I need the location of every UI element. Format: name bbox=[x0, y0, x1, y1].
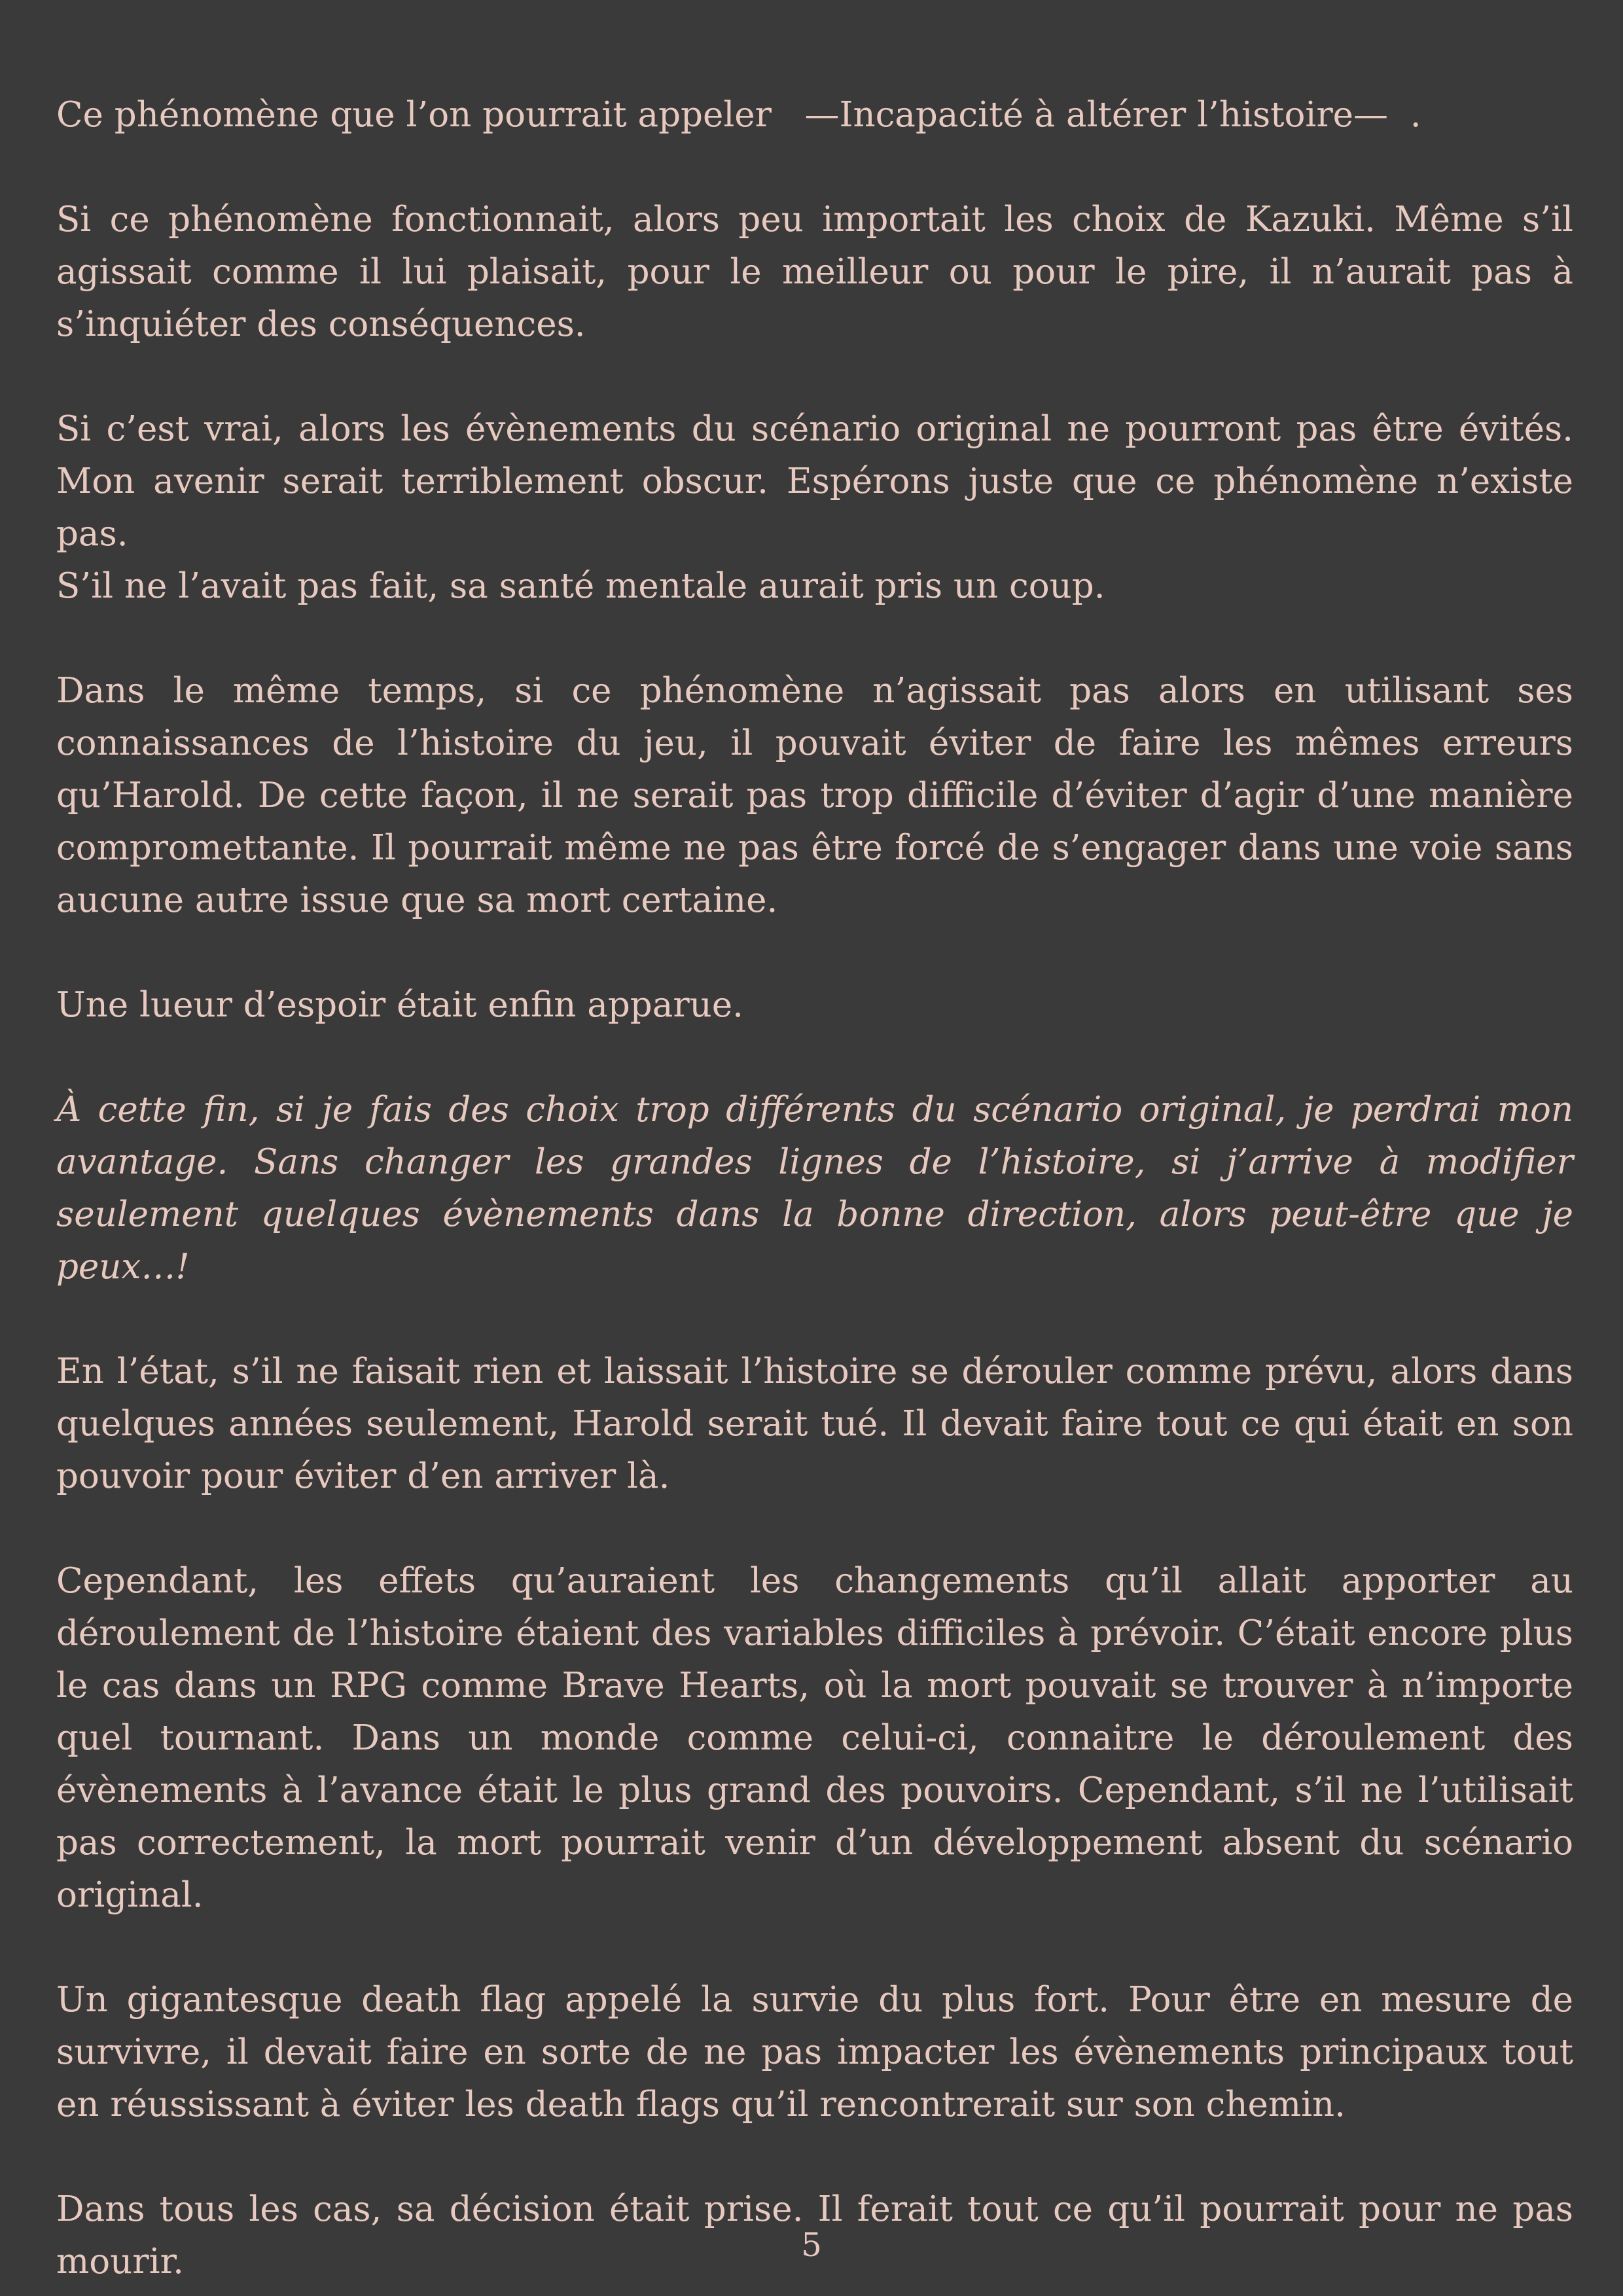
paragraph-9: Un gigantesque death flag appelé la survie du plus fort. Pour être en mesure de survivre, il devait faire en sorte de ne pas impacter les évènements principaux tout en réussissant à éviter les death flags qu’il rencontrerait sur son chemin. bbox=[56, 1980, 1573, 2125]
paragraph-2: Si ce phénomène fonctionnait, alors peu importait les choix de Kazuki. Même s’il agissait comme il lui plaisait, pour le meilleur ou pour le pire, il n’aurait pas à s’inquiéter des conséquences. bbox=[56, 200, 1573, 344]
paragraph-10: Dans tous les cas, sa décision était prise. Il ferait tout ce qu’il pourrait pour ne pas mourir. bbox=[56, 2189, 1573, 2282]
paragraph-3-thought: Si c’est vrai, alors les évènements du scénario original ne pourront pas être évités. Mon avenir serait terriblement obscur. Espérons juste que ce phénomène n’existe pas. bbox=[56, 409, 1573, 554]
paragraph-6-italic-thought: À cette fin, si je fais des choix trop différents du scénario original, je perdrai mon avantage. Sans changer les grandes lignes de l’histoire, si j’arrive à modifier seulement quelques évènements dans la bonne direction, alors peut-être que je peux…! bbox=[56, 1090, 1573, 1287]
paragraph-4: Dans le même temps, si ce phénomène n’agissait pas alors en utilisant ses connaissances de l’histoire du jeu, il pouvait éviter de faire les mêmes erreurs qu’Harold. De cette façon, il ne serait pas trop difficile d’éviter d’agir d’une manière compromettante. Il pourrait même ne pas être forcé de s’engager dans une voie sans aucune autre issue que sa mort certaine. bbox=[56, 671, 1573, 920]
paragraph-7: En l’état, s’il ne faisait rien et laissait l’histoire se dérouler comme prévu, alors dans quelques années seulement, Harold serait tué. Il devait faire tout ce qui était en son pouvoir pour éviter d’en arriver là. bbox=[56, 1352, 1573, 1496]
paragraph-3 bbox=[56, 403, 1573, 613]
page-number: 5 bbox=[801, 2226, 822, 2264]
paragraph-3-narration: S’il ne l’avait pas fait, sa santé mentale aurait pris un coup. bbox=[56, 566, 1105, 606]
paragraph-5: Une lueur d’espoir était enfin apparue. bbox=[56, 985, 744, 1025]
page-body bbox=[56, 89, 1573, 2288]
paragraph-8: Cependant, les effets qu’auraient les changements qu’il allait apporter au déroulement de l’histoire étaient des variables difficiles à prévoir. C’était encore plus le cas dans un RPG comme Brave Hearts, où la mort pouvait se trouver à n’importe quel tournant. Dans un monde comme celui-ci, connaitre le déroulement des évènements à l’avance était le plus grand des pouvoirs. Cependant, s’il ne l’utilisait pas correctement, la mort pourrait venir d’un développement absent du scénario original. bbox=[56, 1561, 1573, 1915]
paragraph-1: Ce phénomène que l’on pourrait appeler —Incapacité à altérer l’histoire— . bbox=[56, 95, 1421, 135]
